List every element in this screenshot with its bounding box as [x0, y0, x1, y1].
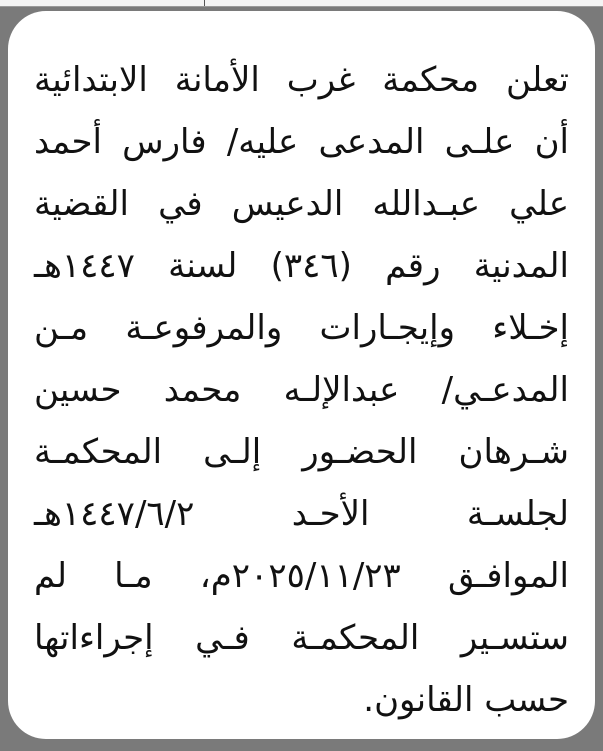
notice-line: شـرهان الحضـور إلـى المحكمـة	[34, 432, 569, 472]
notice-line: أن علـى المدعى عليه/ فارس أحمد	[34, 122, 569, 162]
notice-line: الموافـق ٢٠٢٥/١١/٢٣م، مـا لم	[34, 556, 569, 596]
notice-line: إخـلاء وإيجـارات والمرفوعـة مـن	[34, 308, 569, 348]
notice-card	[8, 11, 595, 739]
notice-line: المدنية رقم (٣٤٦) لسنة ١٤٤٧هـ	[34, 246, 569, 286]
notice-line: علي عبـدالله الدعيس في القضية	[34, 184, 569, 224]
top-strip-tick	[204, 0, 205, 6]
notice-line: المدعـي/ عبدالإلـه محمد حسين	[34, 370, 569, 410]
notice-line: ستسـير المحكمـة فـي إجراءاتها	[34, 618, 569, 658]
notice-text	[34, 49, 569, 731]
notice-line-final: حسب القانون.	[363, 680, 569, 720]
top-strip	[0, 0, 603, 7]
notice-line: لجلسـة الأحـد ١٤٤٧/٦/٢هـ	[34, 494, 569, 534]
notice-line: تعلن محكمة غرب الأمانة الابتدائية	[34, 60, 569, 100]
